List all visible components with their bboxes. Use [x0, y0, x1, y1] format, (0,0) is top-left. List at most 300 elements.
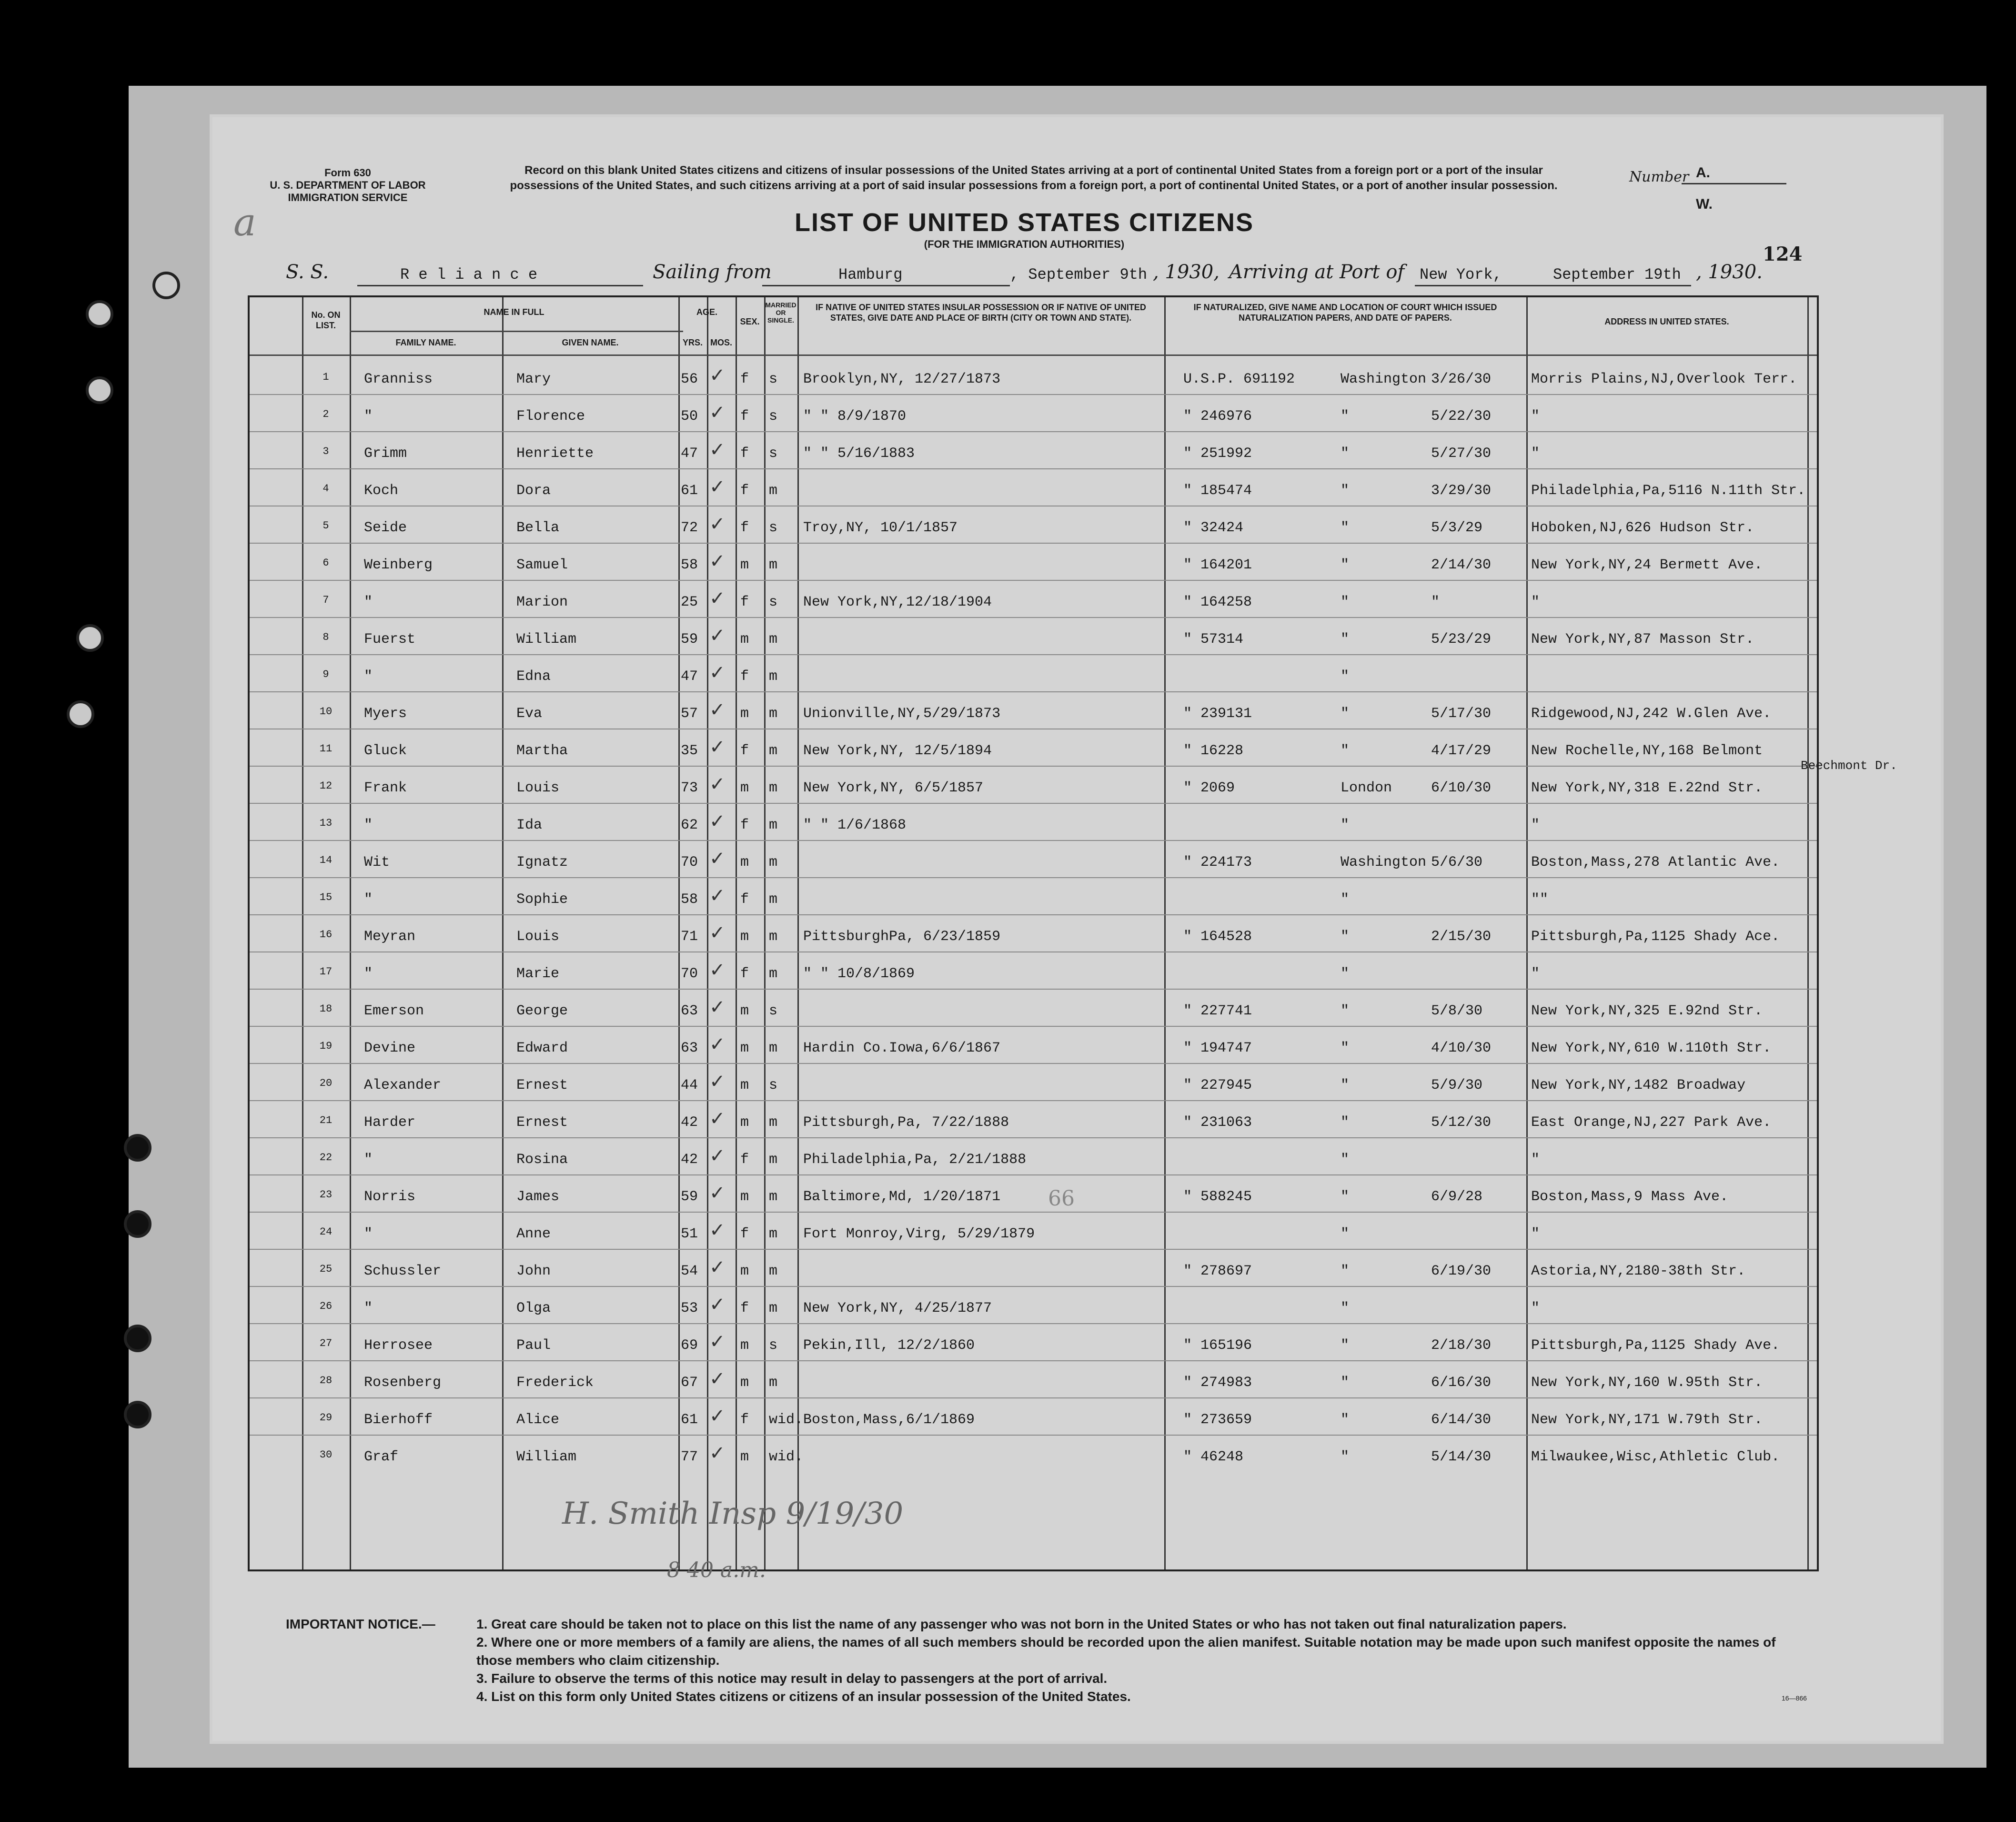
cell-given: Florence [516, 408, 585, 425]
cell-nat: " 2069 [1183, 780, 1235, 796]
cell-family: Myers [364, 706, 407, 722]
cell-sex: f [740, 408, 749, 425]
cell-ms: m [769, 1226, 778, 1242]
arriving-label: Arriving at Port of [1229, 261, 1405, 283]
cell-date: 2/14/30 [1431, 557, 1492, 573]
cell-sex: f [740, 891, 749, 908]
arrival-time: 8 40 a.m. [667, 1558, 766, 1582]
cell-ms: m [769, 483, 778, 499]
cell-family: Rosenberg [364, 1375, 442, 1391]
cell-date: 5/12/30 [1431, 1114, 1492, 1131]
cell-addr: " [1531, 1152, 1540, 1168]
cell-birth: New York,NY,12/18/1904 [803, 594, 992, 610]
sailing-year: , 1930, [1153, 261, 1220, 283]
cell-sex: m [740, 706, 749, 722]
address-annotation: Beechmont Dr. [1801, 759, 1897, 773]
cell-date: 3/26/30 [1431, 371, 1492, 387]
cell-ms: s [769, 445, 778, 462]
cell-addr: Boston,Mass,9 Mass Ave. [1531, 1189, 1729, 1205]
cell-family: Herrosee [364, 1337, 433, 1354]
cell-addr: " [1531, 1300, 1540, 1316]
cell-date: 6/14/30 [1431, 1412, 1492, 1428]
cell-family: " [364, 668, 373, 685]
cell-date: 6/16/30 [1431, 1375, 1492, 1391]
cell-age: 54 [681, 1263, 698, 1279]
cell-addr: Boston,Mass,278 Atlantic Ave. [1531, 854, 1780, 871]
cell-addr: Pittsburgh,Pa,1125 Shady Ave. [1531, 1337, 1780, 1354]
cell-court: Washington [1341, 371, 1427, 387]
cell-family: Gluck [364, 743, 407, 759]
check-mark-icon: ✓ [709, 811, 726, 832]
cell-ms: m [769, 1152, 778, 1168]
check-mark-icon: ✓ [709, 1443, 726, 1464]
page-number: 124 [1763, 243, 1803, 265]
cell-nat: " 224173 [1183, 854, 1252, 871]
cell-addr: Morris Plains,NJ,Overlook Terr. [1531, 371, 1797, 387]
cell-given: Ignatz [516, 854, 568, 871]
cell-no: 7 [323, 594, 329, 606]
cell-nat: " 32424 [1183, 520, 1244, 536]
header-naturalized: IF NATURALIZED, GIVE NAME AND LOCATION OF COURT WHICH ISSUED NATURALIZATION PAPERS, AND DATE OF PAPERS. [1193, 303, 1497, 323]
header-birth: IF NATIVE OF UNITED STATES INSULAR POSSESSION OR IF NATIVE OF UNITED STATES, GIVE DATE AND PLACE OF BIRTH (CITY OR TOWN AND STATE). [816, 303, 1146, 323]
cell-birth: Brooklyn,NY, 12/27/1873 [803, 371, 1001, 387]
cell-no: 23 [319, 1189, 333, 1201]
cell-sex: m [740, 1114, 749, 1131]
cell-sex: m [740, 854, 749, 871]
check-mark-icon: ✓ [709, 1406, 726, 1427]
cell-nat: " 588245 [1183, 1189, 1252, 1205]
page-subtitle: (FOR THE IMMIGRATION AUTHORITIES) [924, 238, 1125, 250]
cell-addr: New York,NY,610 W.110th Str. [1531, 1040, 1772, 1056]
notice-item: 3. Failure to observe the terms of this notice may result in delay to passengers at the port of arrival. [476, 1671, 1108, 1686]
binder-hole [124, 1401, 151, 1428]
cell-date: 5/3/29 [1431, 520, 1483, 536]
ship-name: R e l i a n c e [400, 266, 538, 283]
notice-item: 2. Where one or more members of a family are aliens, the names of all such members should be recorded upon the alien manifest. Suitable notation may be made upon such manifest opposite the names of those members who claim citizenship. [476, 1635, 1776, 1668]
cell-no: 4 [323, 483, 329, 495]
cell-age: 57 [681, 706, 698, 722]
cell-ms: s [769, 1337, 778, 1354]
cell-date: 2/18/30 [1431, 1337, 1492, 1354]
cell-sex: f [740, 1226, 749, 1242]
cell-date: 5/9/30 [1431, 1077, 1483, 1093]
cell-ms: s [769, 1077, 778, 1093]
header-address: ADDRESS IN UNITED STATES. [1604, 317, 1729, 326]
cell-nat: " 194747 [1183, 1040, 1252, 1056]
margin-mark: a [233, 200, 256, 244]
cell-family: Alexander [364, 1077, 442, 1093]
check-mark-icon: ✓ [709, 1368, 726, 1389]
cell-age: 67 [681, 1375, 698, 1391]
cell-age: 61 [681, 1412, 698, 1428]
check-mark-icon: ✓ [709, 885, 726, 906]
cell-ms: m [769, 1375, 778, 1391]
department: U. S. DEPARTMENT OF LABOR [270, 179, 426, 191]
cell-family: " [364, 594, 373, 610]
cell-addr: " [1531, 445, 1540, 462]
cell-family: Koch [364, 483, 399, 499]
binder-hole [76, 624, 104, 652]
cell-addr: New York,NY,325 E.92nd Str. [1531, 1003, 1763, 1019]
cell-birth: " " 10/8/1869 [803, 966, 915, 982]
cell-birth: Unionville,NY,5/29/1873 [803, 706, 1001, 722]
cell-court: " [1341, 1337, 1350, 1354]
check-mark-icon: ✓ [709, 774, 726, 795]
cell-age: 56 [681, 371, 698, 387]
cell-no: 29 [319, 1412, 333, 1424]
check-mark-icon: ✓ [709, 625, 726, 646]
cell-sex: f [740, 1152, 749, 1168]
check-mark-icon: ✓ [709, 960, 726, 981]
cell-given: Dora [516, 483, 551, 499]
cell-sex: f [740, 668, 749, 685]
cell-given: Rosina [516, 1152, 568, 1168]
check-mark-icon: ✓ [709, 1257, 726, 1278]
check-mark-icon: ✓ [709, 402, 726, 423]
cell-age: 47 [681, 668, 698, 685]
cell-age: 59 [681, 631, 698, 648]
cell-given: George [516, 1003, 568, 1019]
cell-no: 6 [323, 557, 329, 569]
cell-family: Wit [364, 854, 390, 871]
cell-age: 44 [681, 1077, 698, 1093]
cell-date: 5/14/30 [1431, 1449, 1492, 1465]
cell-no: 11 [319, 743, 333, 755]
cell-addr: Philadelphia,Pa,5116 N.11th Str. [1531, 483, 1806, 499]
cell-court: " [1341, 557, 1350, 573]
cell-family: " [364, 408, 373, 425]
check-mark-icon: ✓ [709, 922, 726, 943]
cell-age: 70 [681, 854, 698, 871]
cell-nat: " 185474 [1183, 483, 1252, 499]
cell-no: 20 [319, 1077, 333, 1089]
cell-no: 19 [319, 1040, 333, 1052]
header-no: No. ON LIST. [311, 310, 341, 330]
binder-hole [152, 272, 180, 299]
cell-family: Frank [364, 780, 407, 796]
cell-date: 3/29/30 [1431, 483, 1492, 499]
page-title: LIST OF UNITED STATES CITIZENS [795, 208, 1254, 237]
arrival-date: September 19th [1553, 266, 1681, 283]
cell-date: 5/8/30 [1431, 1003, 1483, 1019]
cell-ms: m [769, 706, 778, 722]
check-mark-icon: ✓ [709, 848, 726, 869]
cell-sex: m [740, 557, 749, 573]
cell-nat: " 164201 [1183, 557, 1252, 573]
cell-birth: New York,NY, 12/5/1894 [803, 743, 992, 759]
cell-ms: m [769, 966, 778, 982]
cell-addr: New York,NY,318 E.22nd Str. [1531, 780, 1763, 796]
cell-ms: m [769, 557, 778, 573]
cell-court: " [1341, 1375, 1350, 1391]
cell-nat: " 57314 [1183, 631, 1244, 648]
cell-sex: f [740, 594, 749, 610]
cell-given: Frederick [516, 1375, 594, 1391]
check-mark-icon: ✓ [709, 1145, 726, 1166]
cell-nat: " 164258 [1183, 594, 1252, 610]
cell-court: " [1341, 520, 1350, 536]
cell-sex: m [740, 780, 749, 796]
cell-family: Meyran [364, 929, 416, 945]
cell-court: " [1341, 1189, 1350, 1205]
cell-family: " [364, 1226, 373, 1242]
cell-court: London [1341, 780, 1392, 796]
cell-age: 25 [681, 594, 698, 610]
cell-ms: m [769, 891, 778, 908]
header-married: MARRIED OR SINGLE. [765, 301, 796, 324]
cell-sex: m [740, 1375, 749, 1391]
cell-family: Fuerst [364, 631, 416, 648]
cell-age: 42 [681, 1114, 698, 1131]
cell-age: 35 [681, 743, 698, 759]
cell-given: Ernest [516, 1114, 568, 1131]
cell-ms: m [769, 854, 778, 871]
cell-no: 22 [319, 1152, 333, 1164]
cell-given: James [516, 1189, 560, 1205]
cell-no: 28 [319, 1375, 333, 1387]
check-mark-icon: ✓ [709, 1108, 726, 1129]
cell-ms: s [769, 408, 778, 425]
cell-ms: m [769, 817, 778, 833]
cell-given: John [516, 1263, 551, 1279]
cell-age: 71 [681, 929, 698, 945]
binder-hole [67, 700, 94, 728]
cell-age: 58 [681, 557, 698, 573]
cell-date: 2/15/30 [1431, 929, 1492, 945]
cell-no: 5 [323, 520, 329, 532]
cell-addr: " [1531, 817, 1540, 833]
cell-family: " [364, 1152, 373, 1168]
cell-age: 62 [681, 817, 698, 833]
cell-no: 24 [319, 1226, 333, 1238]
cell-court: " [1341, 891, 1350, 908]
cell-addr: " [1531, 594, 1540, 610]
cell-age: 63 [681, 1003, 698, 1019]
cell-age: 61 [681, 483, 698, 499]
header-given: GIVEN NAME. [562, 338, 619, 347]
form-number: Form 630 [324, 167, 371, 179]
cell-birth: New York,NY, 4/25/1877 [803, 1300, 992, 1316]
cell-no: 8 [323, 631, 329, 643]
cell-given: Ernest [516, 1077, 568, 1093]
cell-sex: f [740, 483, 749, 499]
cell-birth: " " 8/9/1870 [803, 408, 907, 425]
cell-given: Paul [516, 1337, 551, 1354]
cell-addr: Astoria,NY,2180-38th Str. [1531, 1263, 1746, 1279]
check-mark-icon: ✓ [709, 439, 726, 460]
cell-age: 42 [681, 1152, 698, 1168]
cell-age: 72 [681, 520, 698, 536]
arrival-year: , 1930. [1696, 261, 1763, 283]
cell-age: 70 [681, 966, 698, 982]
cell-ms: s [769, 1003, 778, 1019]
cell-sex: m [740, 1040, 749, 1056]
check-mark-icon: ✓ [709, 1220, 726, 1241]
cell-given: Edna [516, 668, 551, 685]
cell-family: " [364, 817, 373, 833]
binder-hole [124, 1134, 151, 1162]
cell-birth: Troy,NY, 10/1/1857 [803, 520, 958, 536]
cell-ms: m [769, 929, 778, 945]
header-yrs: YRS. [682, 338, 703, 347]
cell-sex: f [740, 1300, 749, 1316]
cell-addr: Pittsburgh,Pa,1125 Shady Ace. [1531, 929, 1780, 945]
cell-court: " [1341, 483, 1350, 499]
cell-date: 4/10/30 [1431, 1040, 1492, 1056]
cell-addr: New York,NY,24 Bermett Ave. [1531, 557, 1763, 573]
number-underline [1682, 183, 1786, 184]
cell-nat: " 239131 [1183, 706, 1252, 722]
cell-given: Olga [516, 1300, 551, 1316]
cell-given: Louis [516, 780, 560, 796]
cell-age: 73 [681, 780, 698, 796]
cell-nat: " 274983 [1183, 1375, 1252, 1391]
cell-no: 27 [319, 1337, 333, 1349]
cell-given: Marie [516, 966, 560, 982]
cell-no: 25 [319, 1263, 333, 1275]
check-mark-icon: ✓ [709, 662, 726, 683]
cell-no: 21 [319, 1114, 333, 1126]
cell-sex: m [740, 1003, 749, 1019]
cell-no: 10 [319, 706, 333, 718]
service: IMMIGRATION SERVICE [288, 192, 408, 203]
cell-ms: s [769, 520, 778, 536]
ss-label: S. S. [286, 261, 329, 283]
cell-sex: f [740, 817, 749, 833]
cell-family: Granniss [364, 371, 433, 387]
cell-court: " [1341, 408, 1350, 425]
cell-age: 77 [681, 1449, 698, 1465]
cell-given: Ida [516, 817, 543, 833]
cell-nat: " 251992 [1183, 445, 1252, 462]
cell-sex: f [740, 966, 749, 982]
check-mark-icon: ✓ [709, 1183, 726, 1204]
cell-given: William [516, 631, 577, 648]
cell-birth: New York,NY, 6/5/1857 [803, 780, 984, 796]
check-mark-icon: ✓ [709, 365, 726, 386]
check-mark-icon: ✓ [709, 1071, 726, 1092]
cell-family: Weinberg [364, 557, 433, 573]
cell-no: 14 [319, 854, 333, 866]
cell-ms: s [769, 594, 778, 610]
cell-age: 51 [681, 1226, 698, 1242]
header-family: FAMILY NAME. [395, 338, 456, 347]
cell-sex: f [740, 1412, 749, 1428]
cell-court: " [1341, 817, 1350, 833]
cell-ms: m [769, 780, 778, 796]
cell-age: 63 [681, 1040, 698, 1056]
cell-addr: "" [1531, 891, 1549, 908]
cell-ms: m [769, 631, 778, 648]
cell-given: Eva [516, 706, 543, 722]
cell-no: 16 [319, 929, 333, 941]
cell-given: Edward [516, 1040, 568, 1056]
check-mark-icon: ✓ [709, 1294, 726, 1315]
form-identifier [238, 167, 457, 204]
cell-birth: Boston,Mass,6/1/1869 [803, 1412, 975, 1428]
cell-court: " [1341, 706, 1350, 722]
cell-sex: f [740, 371, 749, 387]
cell-given: William [516, 1449, 577, 1465]
cell-no: 3 [323, 445, 329, 457]
header-name-in-full: NAME IN FULL [484, 307, 544, 317]
cell-addr: Hoboken,NJ,626 Hudson Str. [1531, 520, 1754, 536]
cell-family: " [364, 891, 373, 908]
cell-court: " [1341, 1412, 1350, 1428]
cell-date: 5/23/29 [1431, 631, 1492, 648]
number-w: W. [1696, 196, 1713, 212]
cell-addr: New York,NY,171 W.79th Str. [1531, 1412, 1763, 1428]
cell-court: " [1341, 1077, 1350, 1093]
cell-birth: " " 5/16/1883 [803, 445, 915, 462]
cell-nat: " 246976 [1183, 408, 1252, 425]
cell-court: " [1341, 631, 1350, 648]
cell-given: Alice [516, 1412, 560, 1428]
cell-court: " [1341, 445, 1350, 462]
cell-court: " [1341, 1003, 1350, 1019]
cell-court: " [1341, 743, 1350, 759]
header-age: AGE. [696, 307, 717, 317]
cell-no: 1 [323, 371, 329, 383]
notice-item: 1. Great care should be taken not to place on this list the name of any passenger who was not born in the United States or who has not taken out final naturalization papers. [476, 1617, 1567, 1631]
cell-given: Anne [516, 1226, 551, 1242]
binder-hole [124, 1325, 151, 1352]
cell-age: 50 [681, 408, 698, 425]
cell-sex: m [740, 929, 749, 945]
cell-no: 18 [319, 1003, 333, 1015]
cell-addr: Ridgewood,NJ,242 W.Glen Ave. [1531, 706, 1772, 722]
inspector-signature: H. Smith Insp 9/19/30 [562, 1496, 904, 1531]
form-code: 16—866 [1782, 1694, 1807, 1702]
cell-court: " [1341, 668, 1350, 685]
cell-date: 5/6/30 [1431, 854, 1483, 871]
arrival-port: New York, [1420, 266, 1502, 283]
cell-sex: f [740, 445, 749, 462]
cell-addr: New York,NY,160 W.95th Str. [1531, 1375, 1763, 1391]
margin-number: 66 [1048, 1186, 1075, 1211]
cell-ms: m [769, 1040, 778, 1056]
cell-addr: New Rochelle,NY,168 Belmont [1531, 743, 1763, 759]
cell-sex: m [740, 1263, 749, 1279]
cell-birth: Pekin,Ill, 12/2/1860 [803, 1337, 975, 1354]
check-mark-icon: ✓ [709, 699, 726, 720]
voyage-line [286, 261, 1810, 290]
cell-sex: f [740, 520, 749, 536]
cell-birth: Fort Monroy,Virg, 5/29/1879 [803, 1226, 1035, 1242]
cell-date: 4/17/29 [1431, 743, 1492, 759]
cell-sex: m [740, 1449, 749, 1465]
cell-no: 13 [319, 817, 333, 829]
cell-family: Schussler [364, 1263, 442, 1279]
cell-nat: " 165196 [1183, 1337, 1252, 1354]
cell-addr: East Orange,NJ,227 Park Ave. [1531, 1114, 1772, 1131]
cell-addr: " [1531, 966, 1540, 982]
number-label: Number [1629, 169, 1689, 185]
cell-given: Louis [516, 929, 560, 945]
cell-no: 9 [323, 668, 329, 680]
cell-family: Graf [364, 1449, 399, 1465]
cell-age: 69 [681, 1337, 698, 1354]
cell-court: " [1341, 1040, 1350, 1056]
record-instructions: Record on this blank United States citizens and citizens of insular possessions of the United States arriving at a port of continental United States from a foreign port or a port of the insular possessions of the United States, and such citizens arriving at a port of said insular possessions from a foreign port, a port of continental United States, or a port of another insular possession. [510, 164, 1558, 192]
cell-court: " [1341, 594, 1350, 610]
check-mark-icon: ✓ [709, 588, 726, 609]
cell-family: Emerson [364, 1003, 424, 1019]
number-a: A. [1696, 165, 1710, 181]
check-mark-icon: ✓ [709, 1034, 726, 1055]
cell-ms: m [769, 668, 778, 685]
cell-family: " [364, 1300, 373, 1316]
